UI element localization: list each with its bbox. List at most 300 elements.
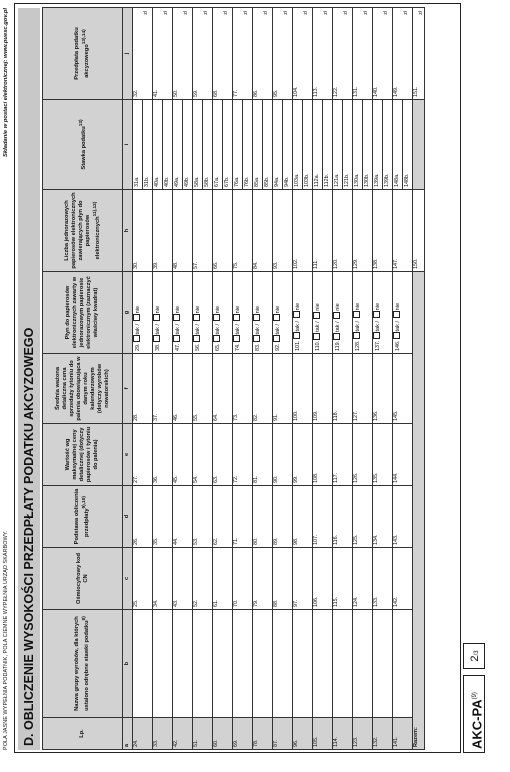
nie-label: nie [135,305,141,314]
max-price-value-field[interactable] [133,424,153,486]
cn-code-field[interactable] [253,548,273,610]
section-title: D. OBLICZENIE WYSOKOŚCI PRZEDPŁATY PODATKU AKCYZOWEGO [18,8,40,750]
field-number: 38. [155,343,161,351]
nie-checkbox[interactable] [353,311,360,318]
field-number: 52. [193,599,199,607]
tak-checkbox[interactable] [213,336,220,343]
base-field[interactable] [193,486,213,548]
avg-price-field[interactable] [373,354,393,424]
slash: / [195,322,201,328]
field-number: 28. [133,413,139,421]
avg-price-field[interactable] [193,354,213,424]
nie-label: nie [195,305,201,314]
rate-subfield[interactable] [213,100,223,189]
field-number: 138. [373,258,379,269]
count-field[interactable] [393,190,413,272]
base-field[interactable] [313,486,333,548]
base-field[interactable] [173,486,193,548]
liquid-choice-field [373,272,393,354]
column-letter: e [123,424,133,486]
field-number: 55. [193,413,199,421]
prepayment-table [42,7,425,750]
tak-checkbox[interactable] [393,333,400,340]
rate-subfield[interactable] [293,100,303,189]
prepayment-field[interactable] [293,8,313,100]
prepayment-cell-inner [333,10,349,97]
rate-subfield[interactable] [403,100,412,189]
slash: / [255,322,261,328]
rate-subfield[interactable] [203,100,212,189]
cn-code-field[interactable] [173,548,193,610]
tak-checkbox[interactable] [173,336,180,343]
rate-subfield[interactable] [253,100,263,189]
rate-subfield[interactable] [313,100,323,189]
rate-subfield[interactable] [153,100,163,189]
field-number: 32. [133,89,139,97]
field-number: 120. [333,258,339,269]
prepayment-cell-inner [293,10,309,97]
table-row [193,8,213,750]
field-number: 103a. [294,173,300,187]
base-field[interactable] [213,486,233,548]
max-price-value-field[interactable] [253,424,273,486]
field-number: 86. [253,89,259,97]
field-number: 150. [413,258,419,269]
field-number: 46. [173,413,179,421]
rate-field[interactable] [193,100,213,190]
rate-subfield[interactable] [283,100,292,189]
nie-checkbox[interactable] [153,314,160,321]
avg-price-field[interactable] [173,354,193,424]
rate-subfield[interactable] [163,100,172,189]
table-row [373,8,393,750]
field-number: 53. [193,537,199,545]
cn-code-field[interactable] [333,548,353,610]
field-number: 59. [193,89,199,97]
avg-price-field[interactable] [393,354,413,424]
currency-label: zł [403,11,409,15]
max-price-value-field[interactable] [393,424,413,486]
base-field[interactable] [253,486,273,548]
nie-label: nie [395,302,401,311]
table-row [173,8,193,750]
prepayment-field[interactable] [393,8,413,100]
rate-field[interactable] [173,100,193,190]
field-number: 67b. [224,176,230,187]
group-name-field[interactable] [233,610,253,718]
liquid-choice-field [133,272,153,354]
rate-field[interactable] [253,100,273,190]
field-number: 85a. [254,176,260,187]
tak-checkbox[interactable] [293,333,300,340]
field-number: 132. [373,736,379,747]
field-number: 42. [173,739,179,747]
rate-subfield[interactable] [323,100,332,189]
field-number: 151. [413,86,419,97]
nie-label: nie [175,305,181,314]
nie-checkbox[interactable] [273,314,280,321]
currency-label: zł [343,11,349,15]
cn-code-field[interactable] [353,548,373,610]
avg-price-field[interactable] [213,354,233,424]
cn-code-field[interactable] [153,548,173,610]
field-number: 68. [213,89,219,97]
count-field[interactable] [193,190,213,272]
rate-subfield[interactable] [333,100,343,189]
count-field[interactable] [273,190,293,272]
count-field[interactable] [233,190,253,272]
max-price-value-field[interactable] [153,424,173,486]
field-number: 43. [173,599,179,607]
rate-subfield[interactable] [263,100,272,189]
field-number: 142. [393,596,399,607]
rate-subfield[interactable] [343,100,352,189]
total-prepayment-field[interactable] [413,8,425,100]
nie-checkbox[interactable] [333,312,340,319]
rate-field[interactable] [313,100,333,190]
avg-price-field[interactable] [153,354,173,424]
group-name-field[interactable] [213,610,233,718]
header-avg-price: Średnia ważona detaliczna cena sprzedaży tytoniu do palenia obowiązująca w danym roku kalendarzowym (dotyczy wyrobów nowatorskich) [43,354,123,424]
table-row [233,8,253,750]
base-field[interactable] [133,486,153,548]
nie-checkbox[interactable] [173,314,180,321]
prepayment-cell-inner [373,10,389,97]
tak-label: tak [155,327,161,335]
max-price-value-field[interactable] [273,424,293,486]
field-number: 143. [393,534,399,545]
header-row [43,8,123,750]
rate-field[interactable] [133,100,153,190]
group-name-field[interactable] [333,610,353,718]
rate-field[interactable] [353,100,373,190]
row-lp-cell [293,718,313,750]
rate-subfield[interactable] [383,100,392,189]
rate-subfield[interactable] [233,100,243,189]
field-number: 135. [373,472,379,483]
prepayment-field[interactable] [353,8,373,100]
cn-code-field[interactable] [193,548,213,610]
column-letter: g [123,272,133,354]
header-lp: Lp. [43,718,123,750]
table-row [213,8,233,750]
prepayment-field[interactable] [153,8,173,100]
prepayment-field[interactable] [173,8,193,100]
avg-price-field[interactable] [353,354,373,424]
prepayment-field[interactable] [233,8,253,100]
cn-code-field[interactable] [213,548,233,610]
nie-checkbox[interactable] [313,312,320,319]
nie-checkbox[interactable] [253,314,260,321]
currency-label: zł [283,11,289,15]
field-number: 136. [373,410,379,421]
rate-subfield[interactable] [393,100,403,189]
table-row [313,8,333,750]
tak-checkbox[interactable] [153,336,160,343]
nie-checkbox[interactable] [393,311,400,318]
nie-checkbox[interactable] [213,314,220,321]
tak-label: tak [195,327,201,335]
count-field[interactable] [333,190,353,272]
currency-label: zł [323,11,329,15]
field-number: 66. [213,261,219,269]
field-number: 49b. [184,176,190,187]
nie-label: nie [275,305,281,314]
field-number: 83. [255,343,261,351]
currency-label: zł [383,11,389,15]
cn-code-field[interactable] [393,548,413,610]
group-name-field[interactable] [313,610,333,718]
rate-subfield[interactable] [243,100,252,189]
rate-field[interactable] [273,100,293,190]
column-letter: a [123,718,133,750]
field-number: 74. [235,343,241,351]
prepayment-field[interactable] [213,8,233,100]
count-field[interactable] [353,190,373,272]
rate-subfield[interactable] [133,100,143,189]
tak-checkbox[interactable] [353,333,360,340]
prepayment-field[interactable] [273,8,293,100]
nie-checkbox[interactable] [133,314,140,321]
rate-subfield[interactable] [223,100,232,189]
group-name-field[interactable] [393,610,413,718]
field-number: 63. [213,475,219,483]
rate-field[interactable] [333,100,353,190]
base-field[interactable] [333,486,353,548]
rate-field[interactable] [153,100,173,190]
rate-subfield[interactable] [193,100,203,189]
header-liquid: Płyn do papierosów elektronicznych zawarty w jednorazowym papierosie elektronicznym (zaznaczyć właściwy kwadrat) [43,272,123,354]
field-number: 147. [393,258,399,269]
max-price-value-field[interactable] [233,424,253,486]
prepayment-field[interactable] [333,8,353,100]
rate-field[interactable] [393,100,413,190]
nie-checkbox[interactable] [193,314,200,321]
field-number: 57. [193,261,199,269]
row-lp-cell [373,718,393,750]
tak-checkbox[interactable] [253,336,260,343]
rate-subfield[interactable] [143,100,152,189]
count-field[interactable] [313,190,333,272]
group-name-field[interactable] [353,610,373,718]
base-field[interactable] [373,486,393,548]
nie-label: nie [355,302,361,311]
field-number: 126. [353,472,359,483]
rate-subfield[interactable] [183,100,192,189]
max-price-value-field[interactable] [213,424,233,486]
count-field[interactable] [373,190,393,272]
field-number: 124. [353,596,359,607]
slash: / [355,319,361,325]
nie-label: nie [315,303,321,311]
rate-subfield[interactable] [363,100,372,189]
field-number: 108. [313,472,319,483]
field-number: 40a. [154,176,160,187]
field-number: 122. [333,86,339,97]
cn-code-field[interactable] [133,548,153,610]
field-number: 62. [213,537,219,545]
field-number: 72. [233,475,239,483]
group-name-field[interactable] [173,610,193,718]
avg-price-field[interactable] [233,354,253,424]
liquid-choice-field [333,272,353,354]
rate-field[interactable] [233,100,253,190]
max-price-value-field[interactable] [313,424,333,486]
row-lp-cell [273,718,293,750]
max-price-value-field[interactable] [193,424,213,486]
field-number: 69. [233,739,239,747]
field-number: 27. [133,475,139,483]
field-number: 33. [153,739,159,747]
avg-price-field[interactable] [313,354,333,424]
row-lp-cell [193,718,213,750]
rate-subfield[interactable] [373,100,383,189]
prepayment-field[interactable] [133,8,153,100]
count-field[interactable] [173,190,193,272]
tak-label: tak [355,324,361,332]
field-number: 60. [213,739,219,747]
count-field[interactable] [293,190,313,272]
field-number: 103b. [304,173,310,187]
prepayment-field[interactable] [313,8,333,100]
cn-code-field[interactable] [373,548,393,610]
max-price-value-field[interactable] [333,424,353,486]
tak-checkbox[interactable] [333,333,340,340]
row-lp-cell [233,718,253,750]
tak-checkbox[interactable] [193,336,200,343]
rate-subfield[interactable] [173,100,183,189]
rate-field[interactable] [373,100,393,190]
nie-checkbox[interactable] [233,314,240,321]
page-number: 2/3 [463,643,485,669]
prepayment-field[interactable] [373,8,393,100]
field-number: 99. [293,475,299,483]
cn-code-field[interactable] [273,548,293,610]
field-number: 139b. [384,173,390,187]
currency-label: zł [263,11,269,15]
header-prepayment: Przedpłata podatku akcyzowego$^{13),14)}$ [43,8,123,100]
group-name-field[interactable] [273,610,293,718]
group-name-field[interactable] [133,610,153,718]
avg-price-field[interactable] [273,354,293,424]
avg-price-field[interactable] [133,354,153,424]
nie-checkbox[interactable] [373,311,380,318]
group-name-field[interactable] [253,610,273,718]
prepayment-field[interactable] [193,8,213,100]
count-field[interactable] [153,190,173,272]
field-number: 123. [353,736,359,747]
field-number: 48. [173,261,179,269]
cn-code-field[interactable] [293,548,313,610]
field-number: 76b. [244,176,250,187]
base-field[interactable] [153,486,173,548]
liquid-choice-field [293,272,313,354]
tak-label: tak [335,324,341,332]
tak-checkbox[interactable] [313,333,320,340]
count-field[interactable] [133,190,153,272]
group-name-field[interactable] [293,610,313,718]
avg-price-field[interactable] [333,354,353,424]
count-field[interactable] [213,190,233,272]
row-lp-cell [313,718,333,750]
group-name-field[interactable] [193,610,213,718]
tak-checkbox[interactable] [373,333,380,340]
group-name-field[interactable] [153,610,173,718]
liquid-choice-field [213,272,233,354]
cn-code-field[interactable] [313,548,333,610]
electronic-submission-note: Składanie w postaci elektronicznej: www.puesc.gov.pl [3,8,9,157]
field-number: 121a. [334,173,340,187]
max-price-value-field[interactable] [173,424,193,486]
avg-price-field[interactable] [253,354,273,424]
field-number: 111. [313,259,319,269]
currency-label: zł [243,11,249,15]
count-field[interactable] [253,190,273,272]
slash: / [335,319,341,325]
form-footer [463,5,485,753]
field-number: 79. [253,599,259,607]
cn-code-field[interactable] [233,548,253,610]
max-price-value-field[interactable] [353,424,373,486]
base-field[interactable] [273,486,293,548]
row-lp-cell [213,718,233,750]
max-price-value-field[interactable] [373,424,393,486]
prepayment-cell-inner [233,10,249,97]
tak-label: tak [375,324,381,332]
field-number: 110. [315,340,321,351]
field-number: 149. [393,86,399,97]
avg-price-field[interactable] [293,354,313,424]
table-row [273,8,293,750]
nie-label: nie [255,305,261,314]
rate-subfield[interactable] [273,100,283,189]
field-number: 90. [273,475,279,483]
total-count-field[interactable] [413,190,425,272]
currency-label: zł [183,11,189,15]
column-letter: b [123,610,133,718]
field-number: 65. [215,343,221,351]
rate-field[interactable] [213,100,233,190]
nie-checkbox[interactable] [293,311,300,318]
column-letter: j [123,8,133,100]
tak-checkbox[interactable] [273,336,280,343]
field-number: 113. [313,86,319,97]
slash: / [375,319,381,325]
rate-field[interactable] [293,100,313,190]
currency-label: zł [163,11,169,15]
field-number: 31b. [144,176,150,187]
field-number: 92. [275,343,281,351]
field-number: 102. [293,258,299,269]
group-name-field[interactable] [373,610,393,718]
rate-subfield[interactable] [353,100,363,189]
tak-checkbox[interactable] [233,336,240,343]
base-field[interactable] [353,486,373,548]
field-number: 54. [193,475,199,483]
field-number: 88. [273,599,279,607]
base-field[interactable] [293,486,313,548]
field-number: 84. [253,261,259,269]
column-letter: h [123,190,133,272]
field-number: 93. [273,261,279,269]
field-number: 34. [153,599,159,607]
prepayment-field[interactable] [253,8,273,100]
base-field[interactable] [233,486,253,548]
max-price-value-field[interactable] [293,424,313,486]
base-field[interactable] [393,486,413,548]
tak-checkbox[interactable] [133,336,140,343]
rate-subfield[interactable] [303,100,312,189]
